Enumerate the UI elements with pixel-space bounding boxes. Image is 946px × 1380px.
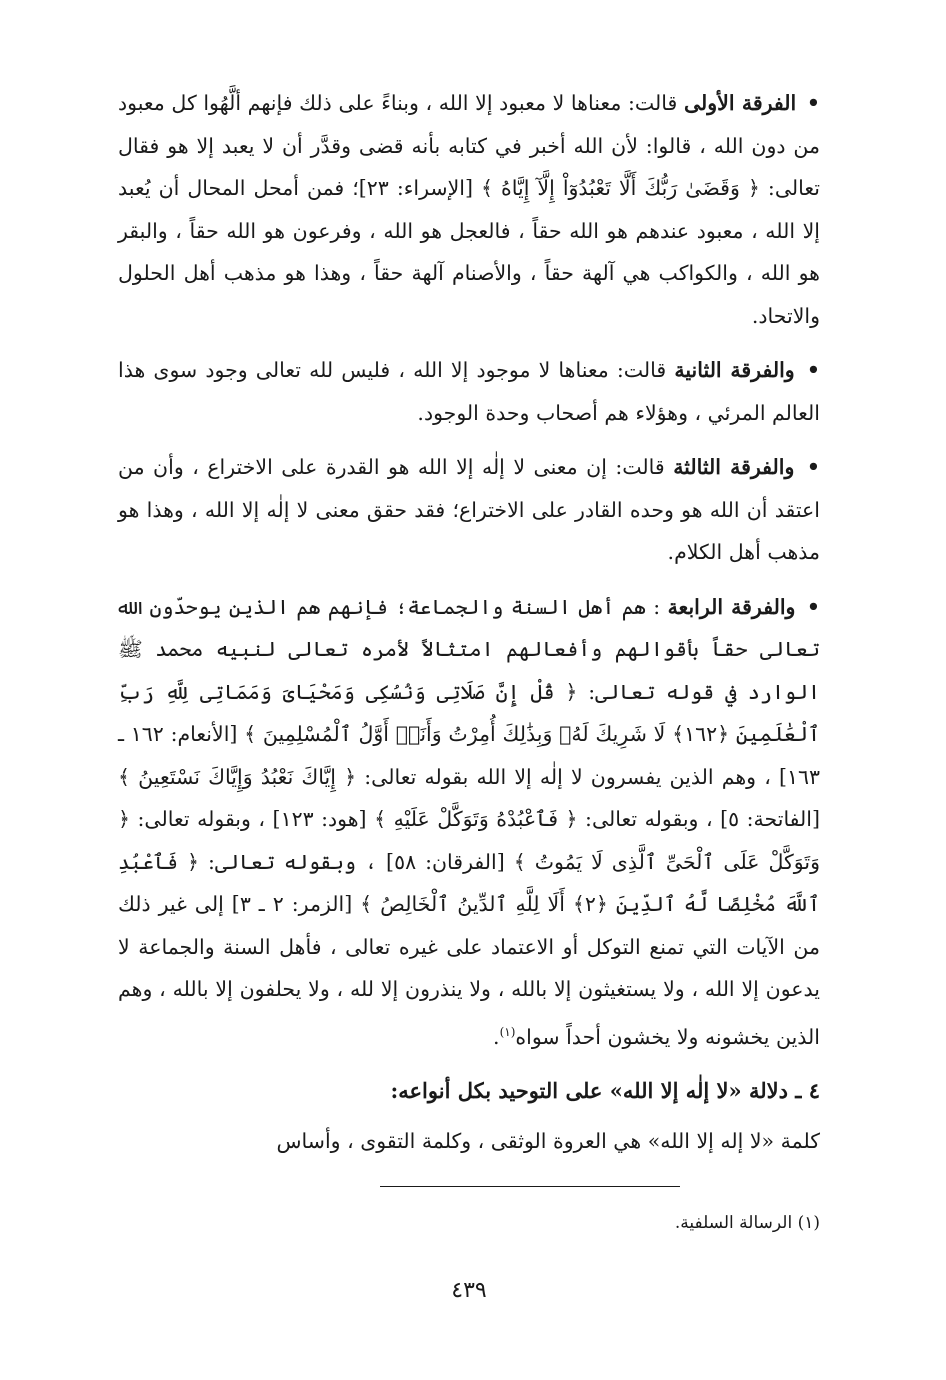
paragraph-first-sect	[118, 82, 820, 337]
paragraph-label: الفرقة الأولى	[683, 91, 797, 115]
paragraph-text: قالت: إن معنى لا إلٰه إلا الله هو القدرة على الاختراع ، وأن من اعتقد أن الله هو وحده القادر على الاختراع؛ فقد حقق معنى لا إلٰه إلا الله ، وهذا هو مذهب أهل الكلام.	[118, 455, 820, 564]
paragraph-text: : هم أهل السنة والجماعة؛ فإنهم هم الذين يوحدّون الله تعالى حقاً بأقوالهم وأفعالهم امتثالاً لأمره تعالى لنبيه محمد ﷺ الوارد في قوله تعالى: ﴿ قُلْ إِنَّ صَلَاتِى وَنُسُكِى وَمَحْيَاىَ وَمَمَاتِى لِلَّهِ رَبِّ ٱلْعَٰلَمِينَ ﴿١٦٢﴾ لَا شَرِيكَ لَهُۥ وَبِذَٰلِكَ أُمِرْتُ وَأَنَا۠ أَوَّلُ ٱلْمُسْلِمِينَ ﴾ [الأنعام: ١٦٢ ـ ١٦٣] ، وهم الذين يفسرون لا إلٰه إلا الله بقوله تعالى: ﴿ إِيَّاكَ نَعْبُدُ وَإِيَّاكَ نَسْتَعِينُ ﴾ [الفاتحة: ٥] ، وبقوله تعالى: ﴿ فَٱعْبُدْهُ وَتَوَكَّلْ عَلَيْهِ ﴾ [هود: ١٢٣] ، وبقوله تعالى: ﴿ وَتَوَكَّلْ عَلَى ٱلْحَىِّ ٱلَّذِى لَا يَمُوتُ ﴾ [الفرقان: ٥٨] ، وبقوله تعالى: ﴿ فَٱعْبُدِ ٱللَّهَ مُخْلِصًا لَّهُ ٱلدِّينَ ﴿٢﴾ أَلَا لِلَّهِ ٱلدِّينُ ٱلْخَالِصُ ﴾ [الزمر: ٢ ـ ٣] إلى غير ذلك من الآيات التي تمنع التوكل أو الاعتماد على غيره تعالى ، فأهل السنة والجماعة لا يدعون إلا الله ، ولا يستغيثون إلا بالله ، ولا ينذرون إلا لله ، ولا يحلفون إلا بالله ، وهم الذين يخشونه ولا يخشون أحداً سواه	[118, 594, 820, 1049]
paragraph-third-sect	[118, 446, 820, 574]
paragraph-label: والفرقة الرابعة	[667, 594, 796, 619]
footnote-divider	[380, 1186, 680, 1187]
section-heading: ٤ ـ دلالة «لا إلٰه إلا الله» على التوحيد بكل أنواعه:	[390, 1077, 820, 1103]
bullet: •	[806, 358, 820, 382]
paragraph-fourth-sect	[118, 586, 820, 1058]
bullet: •	[806, 594, 820, 619]
footnote: (١) الرسالة السلفية.	[674, 1213, 820, 1233]
paragraph-text: قالت: معناها لا معبود إلا الله ، وبناءً على ذلك فإنهم ألَّهُوا كل معبود من دون الله ، قالوا: لأن الله أخبر في كتابه بأنه قضى وقدَّر أن لا يعبد إلا هو فقال تعالى: ﴿ وَقَضَىٰ رَبُّكَ أَلَّا تَعْبُدُوٓاْ إِلَّآ إِيَّاهُ ﴾ [الإسراء: ٢٣]؛ فمن أمحل المحال أن يُعبد إلا الله ، معبود عندهم هو الله حقاً ، فالعجل هو الله ، وفرعون هو الله حقاً ، والبقر هو الله ، والكواكب هي آلهة حقاً ، والأصنام آلهة حقاً ، وهذا هو مذهب أهل الحلول والاتحاد.	[118, 91, 820, 328]
footnote-ref[interactable]: (١)	[499, 1024, 516, 1039]
paragraph-end: .	[493, 1024, 500, 1049]
page-content	[118, 82, 820, 1380]
paragraph-label: والفرقة الثانية	[674, 358, 795, 382]
bullet: •	[806, 455, 820, 479]
paragraph-continuation	[118, 1120, 820, 1163]
paragraph-text: قالت: معناها لا موجود إلا الله ، فليس لله تعالى وجود سوى هذا العالم المرئي ، وهؤلاء هم أصحاب وحدة الوجود.	[118, 358, 820, 425]
page-number: ٤٣٩	[451, 1278, 487, 1303]
paragraph-second-sect	[118, 349, 820, 434]
paragraph-text: كلمة «لا إله إلا الله» هي العروة الوثقى ، وكلمة التقوى ، وأساس	[276, 1128, 820, 1153]
paragraph-label: والفرقة الثالثة	[673, 455, 795, 479]
bullet: •	[806, 91, 821, 115]
